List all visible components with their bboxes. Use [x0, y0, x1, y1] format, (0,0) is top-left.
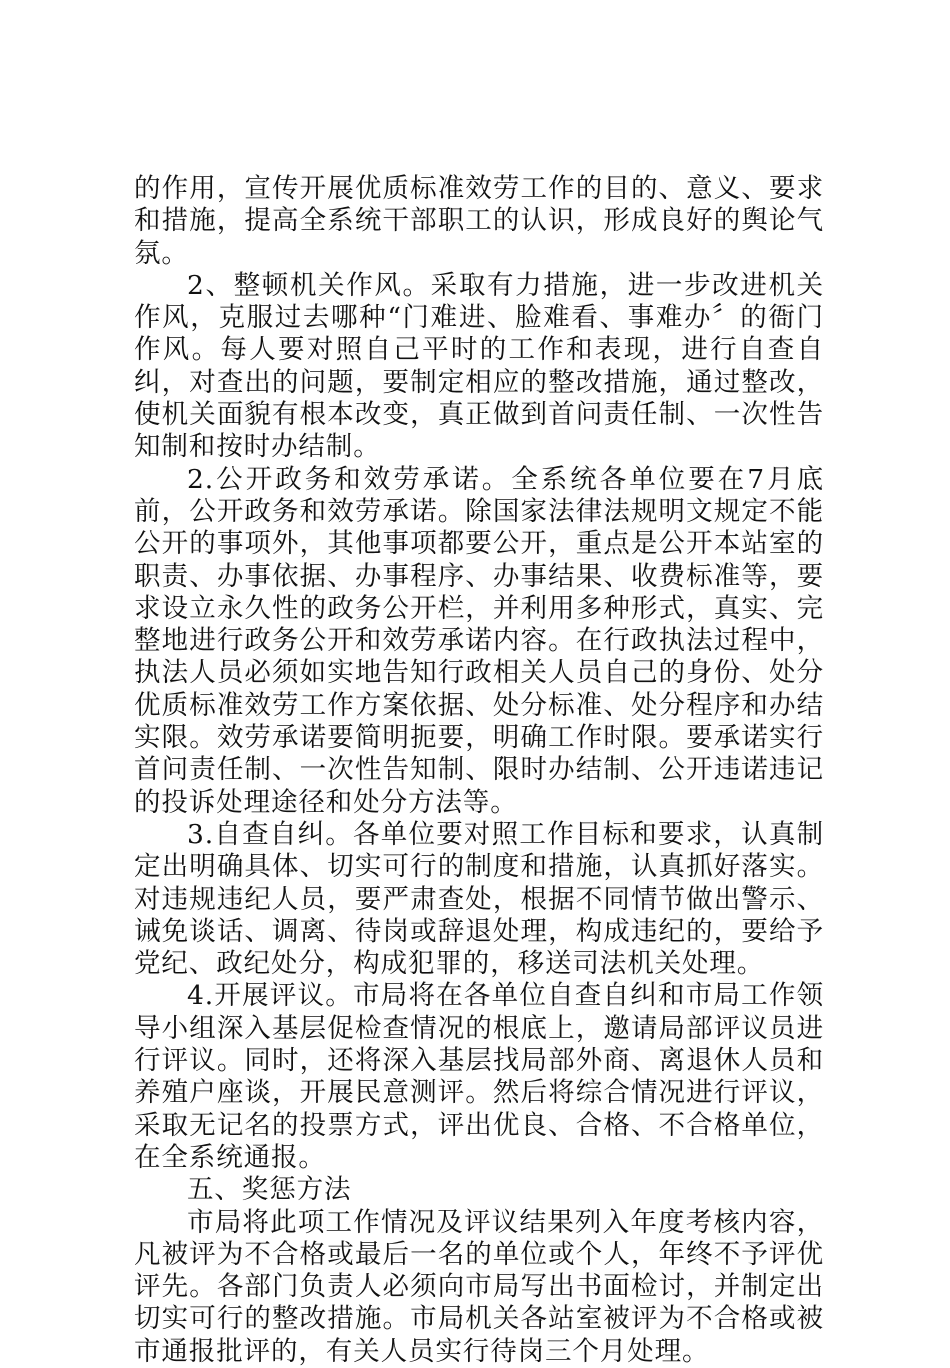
document-body: [134, 173, 824, 1368]
paragraph-rectify-style: 2、整顿机关作风。采取有力措施，进一步改进机关作风，克服过去哪种“门难进、脸难看、事难办〞的衙门作风。每人要对照自己平时的工作和表现，进行自查自纠，对查出的问题，要制定相应的整改措施，通过整改，使机关面貌有根本改变，真正做到首问责任制、一次性告知制和按时办结制。: [134, 269, 824, 463]
section-heading-rewards: 五、奖惩方法: [187, 1174, 352, 1206]
paragraph-rewards: 市局将此项工作情况及评议结果列入年度考核内容，凡被评为不合格或最后一名的单位或个人，年终不予评优评先。各部门负责人必须向市局写出书面检讨，并制定出切实可行的整改措施。市局机关各站室被评为不合格或被市通报批评的，有关人员实行待岗三个月处理。: [134, 1206, 824, 1367]
paragraph-public-affairs: 2.公开政务和效劳承诺。全系统各单位要在7月底前，公开政务和效劳承诺。除国家法律法规明文规定不能公开的事项外，其他事项都要公开，重点是公开本站室的职责、办事依据、办事程序、办事结果、收费标准等，要求设立永久性的政务公开栏，并利用多种形式，真实、完整地进行政务公开和效劳承诺内容。在行政执法过程中，执法人员必须如实地告知行政相关人员自己的身份、处分优质标准效劳工作方案依据、处分标准、处分程序和办结实限。效劳承诺要简明扼要，明确工作时限。要承诺实行首问责任制、一次性告知制、限时办结制、公开违诺违记的投诉处理途径和处分方法等。: [134, 463, 824, 818]
paragraph-publicity-end: 的作用，宣传开展优质标准效劳工作的目的、意义、要求和措施，提高全系统干部职工的认识，形成良好的舆论气氛。: [134, 173, 824, 269]
paragraph-self-check: 3.自查自纠。各单位要对照工作目标和要求，认真制定出明确具体、切实可行的制度和措施，认真抓好落实。对违规违纪人员，要严肃查处，根据不同情节做出警示、诫免谈话、调离、待岗或辞退处理，构成违纪的，要给予党纪、政纪处分，构成犯罪的，移送司法机关处理。: [134, 818, 824, 980]
paragraph-evaluation: 4.开展评议。市局将在各单位自查自纠和市局工作领导小组深入基层促检查情况的根底上，邀请局部评议员进行评议。同时，还将深入基层找局部外商、离退休人员和养殖户座谈，开展民意测评。然后将综合情况进行评议，采取无记名的投票方式，评出优良、合格、不合格单位，在全系统通报。: [134, 980, 824, 1173]
